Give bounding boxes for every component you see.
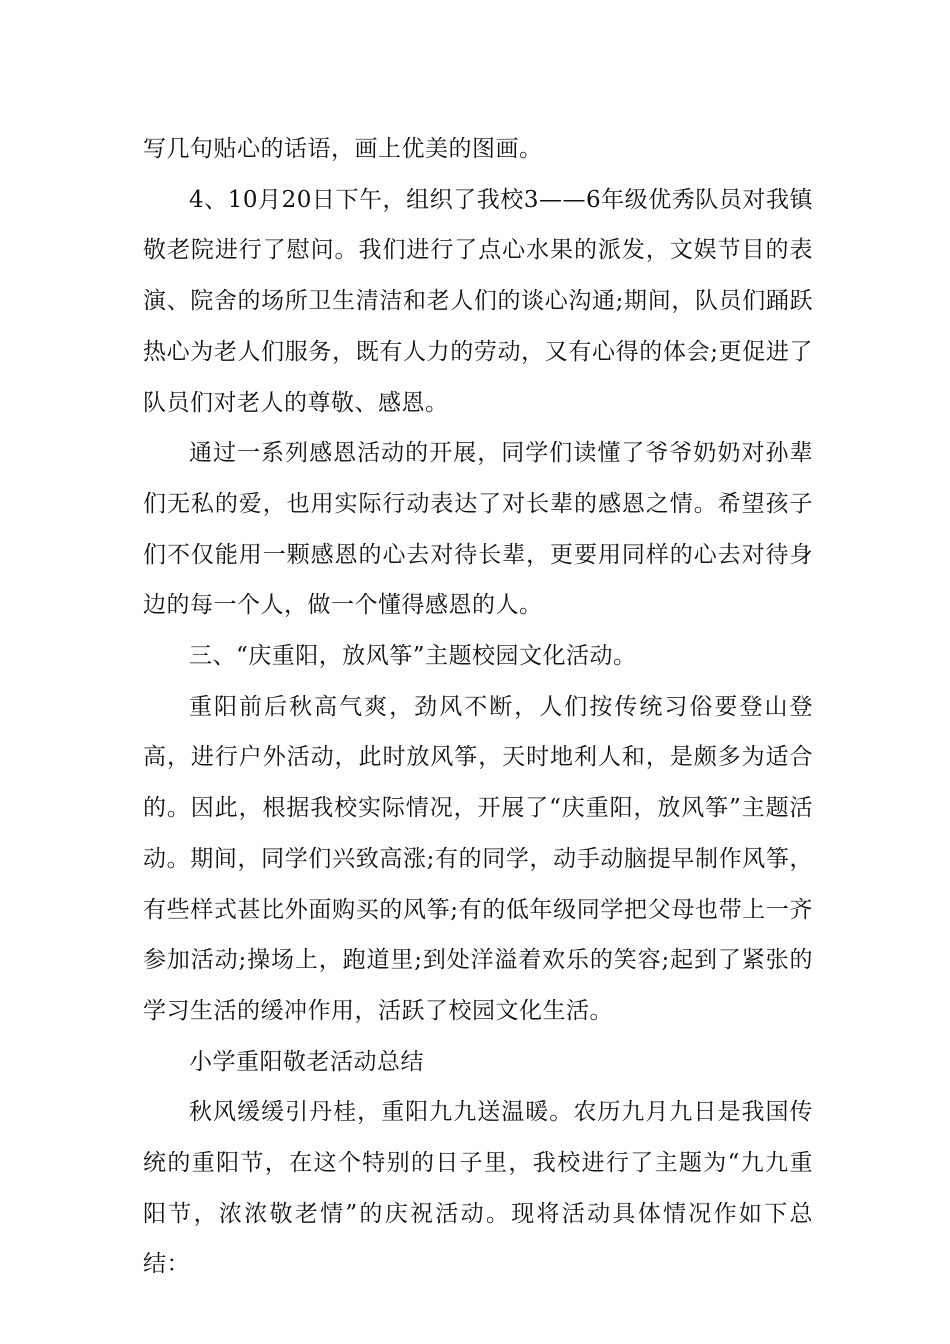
document-body: [143, 124, 813, 1290]
paragraph-1: 写几句贴心的话语，画上优美的图画。: [143, 136, 543, 162]
paragraph-4: 重阳前后秋高气爽，劲风不断，人们按传统习俗要登山登高，进行户外活动，此时放风筝，天时地利人和，是颇多为适合的。因此，根据我校实际情况，开展了“庆重阳，放风筝”主题活动。期间，同学们兴致高涨;有的同学，动手动脑提早制作风筝，有些样式甚比外面购买的风筝;有的低年级同学把父母也带上一齐参加活动;操场上，跑道里;到处洋溢着欢乐的笑容;起到了紧张的学习生活的缓冲作用，活跃了校园文化生活。: [143, 693, 813, 1024]
summary-title: 小学重阳敬老活动总结: [189, 1048, 424, 1075]
paragraph-2: 4、10月20日下午，组织了我校3——6年级优秀队员对我镇敬老院进行了慰问。我们进行了点心水果的派发，文娱节目的表演、院舍的场所卫生清洁和老人们的谈心沟通;期间，队员们踊跃热心为老人们服务，既有人力的劳动，又有心得的体会;更促进了队员们对老人的尊敬、感恩。: [143, 186, 813, 416]
paragraph-5: 秋风缓缓引丹桂，重阳九九送温暖。农历九月九日是我国传统的重阳节，在这个特别的日子里，我校进行了主题为“九九重阳节，浓浓敬老情”的庆祝活动。现将活动具体情况作如下总结：: [143, 1099, 813, 1278]
section-heading-3: 三、“庆重阳，放风筝”主题校园文化活动。: [189, 643, 637, 670]
paragraph-3: 通过一系列感恩活动的开展，同学们读懂了爷爷奶奶对孙辈们无私的爱，也用实际行动表达了对长辈的感恩之情。希望孩子们不仅能用一颗感恩的心去对待长辈，更要用同样的心去对待身边的每一个人，做一个懂得感恩的人。: [143, 440, 813, 619]
